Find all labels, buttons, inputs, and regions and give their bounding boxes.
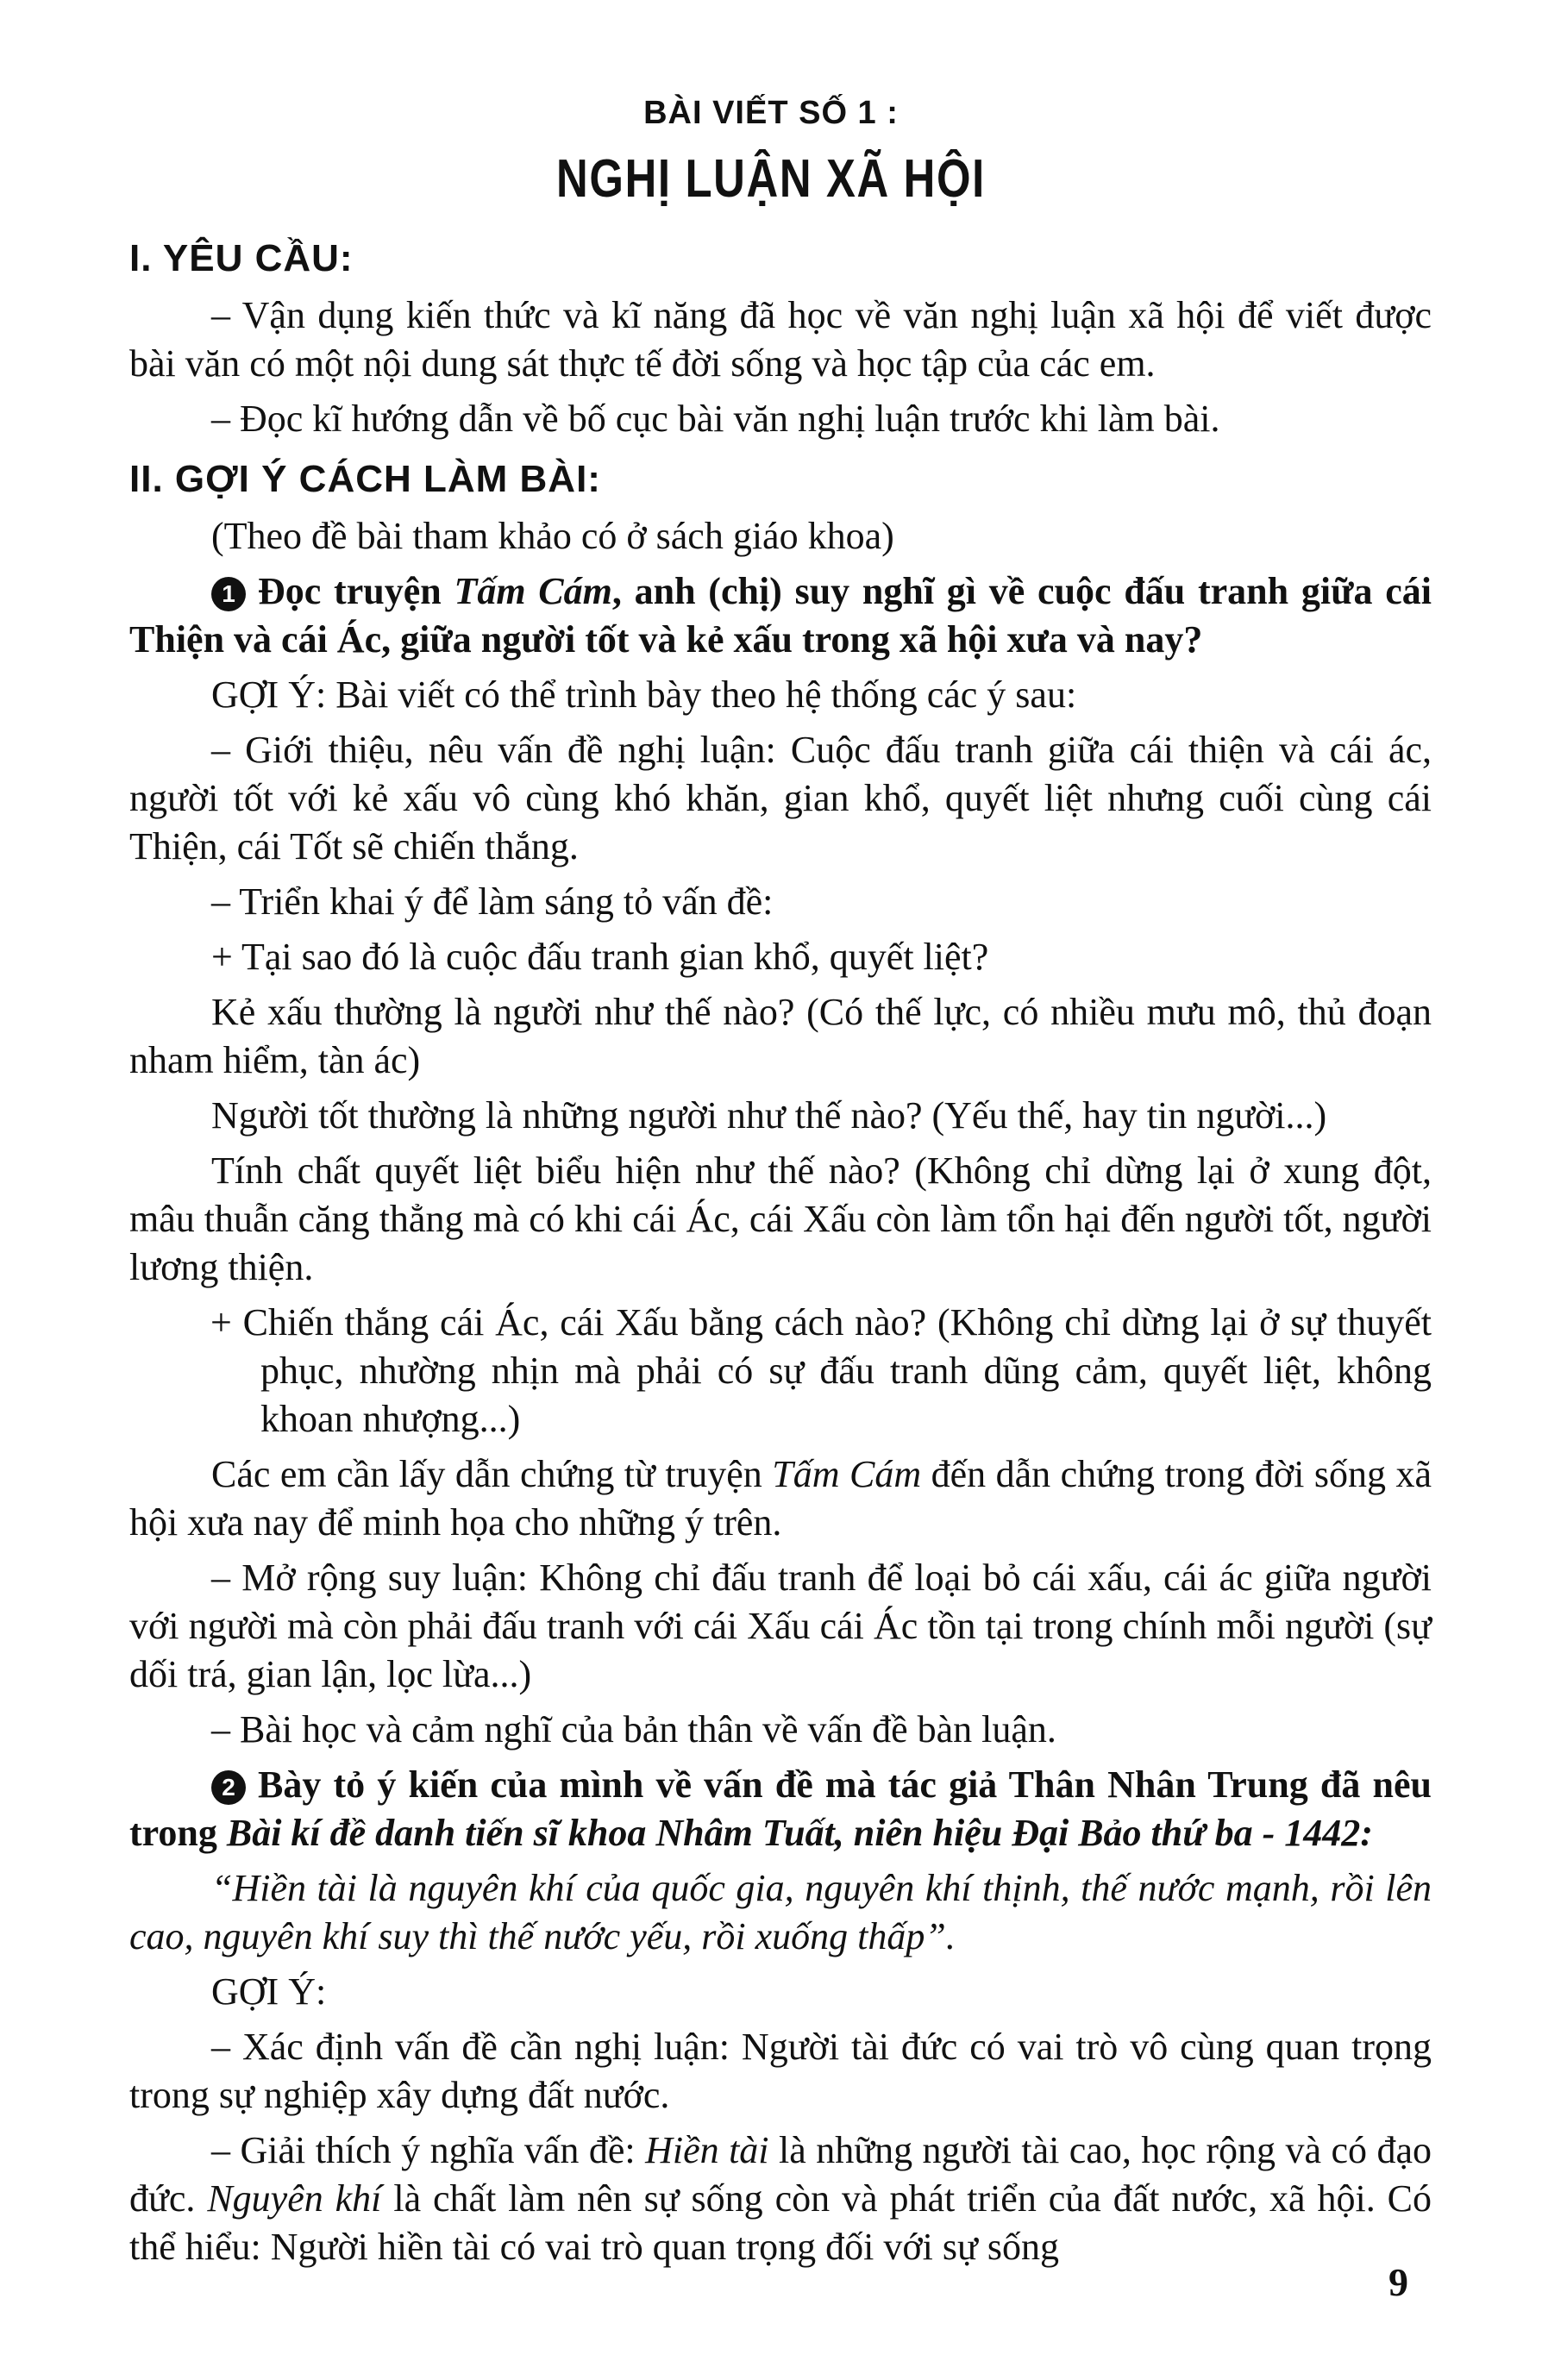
explain-c: là chất làm nên sự sống còn và phát triển của đất nước, xã hội. Có thể hiểu: Người hiền tài có vai trò quan trọng đối với sự sống <box>129 2177 1432 2268</box>
evidence-pre: Các em cần lấy dẫn chứng từ truyện <box>211 1453 773 1495</box>
hint-1: GỢI Ý: Bài viết có thể trình bày theo hệ thống các ý sau: <box>211 673 1077 716</box>
page-title: NGHỊ LUẬN XÃ HỘI <box>556 149 986 209</box>
explain-term-1: Hiền tài <box>645 2129 769 2171</box>
quotation: “Hiền tài là nguyên khí của quốc gia, nguyên khí thịnh, thế nước mạnh, rồi lên cao, nguyên khí suy thì thế nước yếu, rồi xuống thấp”. <box>129 1867 1432 1957</box>
nature-point: Tính chất quyết liệt biểu hiện như thế nào? (Không chỉ dừng lại ở xung đột, mâu thuẫn căng thẳng mà có khi cái Ác, cái Xấu còn làm tổn hại đến người tốt, người lương thiện. <box>129 1149 1432 1288</box>
evidence-post: đến dẫn chứng trong đời sống xã hội xưa nay để minh họa cho những ý trên. <box>129 1453 1432 1544</box>
question-1-post: , anh (chị) suy nghĩ gì về cuộc đấu tranh giữa cái Thiện và cái Ác, giữa người tốt và kẻ xấu trong xã hội xưa và nay? <box>129 570 1432 661</box>
question-1 <box>129 567 1432 664</box>
explain-point <box>129 2126 1432 2271</box>
explain-a: – Giải thích ý nghĩa vấn đề: <box>211 2129 646 2171</box>
evidence-point <box>129 1450 1432 1547</box>
question-2-title: Bài kí đề danh tiến sĩ khoa Nhâm Tuất, niên hiệu Đại Bảo thứ ba - 1442: <box>226 1812 1373 1854</box>
explain-b: là những người tài cao, học rộng và có đạo đức. <box>129 2129 1432 2220</box>
identify-point: – Xác định vấn đề cần nghị luận: Người tài đức có vai trò vô cùng quan trọng trong sự nghiệp xây dựng đất nước. <box>129 2026 1432 2116</box>
requirement-2: – Đọc kĩ hướng dẫn về bố cục bài văn nghị luận trước khi làm bài. <box>211 398 1220 440</box>
question-2-pre: Bày tỏ ý kiến của mình về vấn đề mà tác giả Thân Nhân Trung đã nêu trong <box>129 1763 1432 1854</box>
explain-term-2: Nguyên khí <box>207 2177 382 2220</box>
plus-point-1: + Tại sao đó là cuộc đấu tranh gian khổ, quyết liệt? <box>211 936 989 978</box>
question-1-title: Tấm Cám <box>454 570 612 612</box>
section-heading-requirements: I. YÊU CẦU: <box>129 237 354 279</box>
good-people-point: Người tốt thường là những người như thế nào? (Yếu thế, hay tin người...) <box>211 1094 1327 1137</box>
develop-point: – Triển khai ý để làm sáng tỏ vấn đề: <box>211 880 774 923</box>
requirement-1: – Vận dụng kiến thức và kĩ năng đã học về văn nghị luận xã hội để viết được bài văn có một nội dung sát thực tế đời sống và học tập của các em. <box>129 294 1432 385</box>
number-badge-2: 2 <box>211 1770 246 1805</box>
main-content <box>129 222 1432 2278</box>
question-2 <box>129 1761 1432 1857</box>
question-1-pre: Đọc truyện <box>258 570 454 612</box>
section-heading-guidance: II. GỢI Ý CÁCH LÀM BÀI: <box>129 458 601 500</box>
plus-point-2: + Chiến thắng cái Ác, cái Xấu bằng cách nào? (Không chỉ dừng lại ở sự thuyết phục, nhường nhịn mà phải có sự đấu tranh dũng cảm, quyết liệt, không khoan nhượng...) <box>210 1301 1432 1440</box>
number-badge-1: 1 <box>211 577 246 611</box>
hint-2: GỢI Ý: <box>211 1970 327 2013</box>
bad-people-point: Kẻ xấu thường là người như thế nào? (Có thế lực, có nhiều mưu mô, thủ đoạn nham hiểm, tàn ác) <box>129 991 1432 1081</box>
lesson-number: BÀI VIẾT SỐ 1 : <box>643 95 899 131</box>
evidence-title: Tấm Cám <box>772 1453 922 1495</box>
extend-point: – Mở rộng suy luận: Không chỉ đấu tranh để loại bỏ cái xấu, cái ác giữa người với người mà còn phải đấu tranh với cái Xấu cái Ác tồn tại trong chính mỗi người (sự dối trá, gian lận, lọc lừa...) <box>129 1556 1432 1695</box>
lesson-point: – Bài học và cảm nghĩ của bản thân về vấn đề bàn luận. <box>211 1708 1056 1751</box>
intro-point: – Giới thiệu, nêu vấn đề nghị luận: Cuộc đấu tranh giữa cái thiện và cái ác, người tốt với kẻ xấu vô cùng khó khăn, gian khổ, quyết liệt nhưng cuối cùng cái Thiện, cái Tốt sẽ chiến thắng. <box>129 729 1432 867</box>
source-note: (Theo đề bài tham khảo có ở sách giáo khoa) <box>211 515 894 557</box>
page-number: 9 <box>1388 2260 1408 2304</box>
